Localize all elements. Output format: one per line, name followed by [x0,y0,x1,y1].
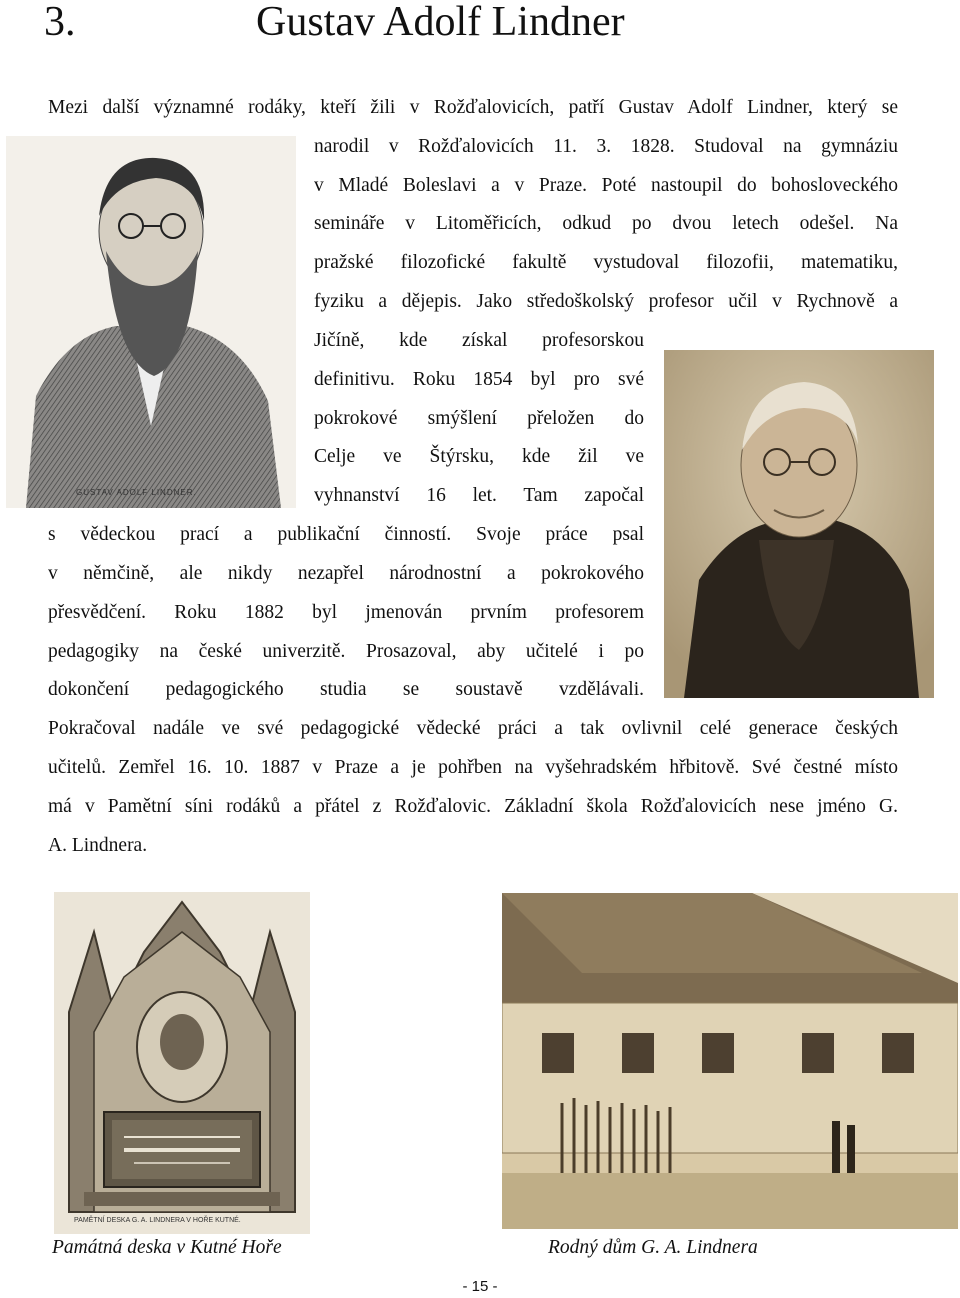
text-line: fyziku a dějepis. Jako středoškolský profesor učil v Rychnově a [314,291,898,312]
text-line: Jičíně, kde získal profesorskou [314,330,644,351]
caption-plaque: Památná deska v Kutné Hoře [52,1237,282,1258]
engraving-caption: GUSTAV ADOLF LINDNER. [76,488,197,497]
text-line: semináře v Litoměřicích, odkud po dvou letech odešel. Na [314,213,898,234]
caption-house: Rodný dům G. A. Lindnera [548,1237,758,1258]
memorial-plaque-image [54,892,310,1234]
chapter-number: 3. [44,0,76,45]
text-line: A. Lindnera. [48,835,148,856]
chapter-heading [44,0,625,44]
plaque-inscription: PAMĚTNÍ DESKA G. A. LINDNERA V HOŘE KUTNÉ. [74,1217,241,1224]
text-line: definitivu. Roku 1854 byl pro své [314,369,644,390]
text-line: v Mladé Boleslavi a v Praze. Poté nastoupil do bohosloveckého [314,175,898,196]
text-line: Pokračoval nadále ve své pedagogické vědecké práci a tak ovlivnil celé generace českých [48,718,898,739]
page-number: - 15 - [462,1278,498,1295]
photo-portrait [664,350,934,698]
text-line: dokončení pedagogického studia se soustavě vzdělávali. [48,679,644,700]
text-line: s vědeckou prací a publikační činností. Svoje práce psal [48,524,644,545]
text-line: narodil v Rožďalovicích 11. 3. 1828. Studoval na gymnáziu [314,136,898,157]
text-line: v němčině, ale nikdy nezapřel národnostní a pokrokového [48,563,644,584]
text-line: má v Pamětní síni rodáků a přátel z Rožďalovic. Základní škola Rožďalovicích nese jméno G. [48,796,898,817]
text-line: Celje ve Štýrsku, kde žil ve [314,446,644,467]
text-line: přesvědčení. Roku 1882 byl jmenován prvním profesorem [48,602,644,623]
text-line: pedagogiky na české univerzitě. Prosazoval, aby učitelé i po [48,641,644,662]
engraving-portrait [6,136,296,508]
text-line: vyhnanství 16 let. Tam započal [314,485,644,506]
birth-house-image [502,893,958,1229]
text-line: Mezi další významné rodáky, kteří žili v Rožďalovicích, patří Gustav Adolf Lindner, který se [48,97,898,118]
text-line: pražské filozofické fakultě vystudoval filozofii, matematiku, [314,252,898,273]
chapter-title: Gustav Adolf Lindner [256,0,625,45]
text-line: učitelů. Zemřel 16. 10. 1887 v Praze a je pohřben na vyšehradském hřbitově. Své čestné místo [48,757,898,778]
text-line: pokrokové smýšlení přeložen do [314,408,644,429]
